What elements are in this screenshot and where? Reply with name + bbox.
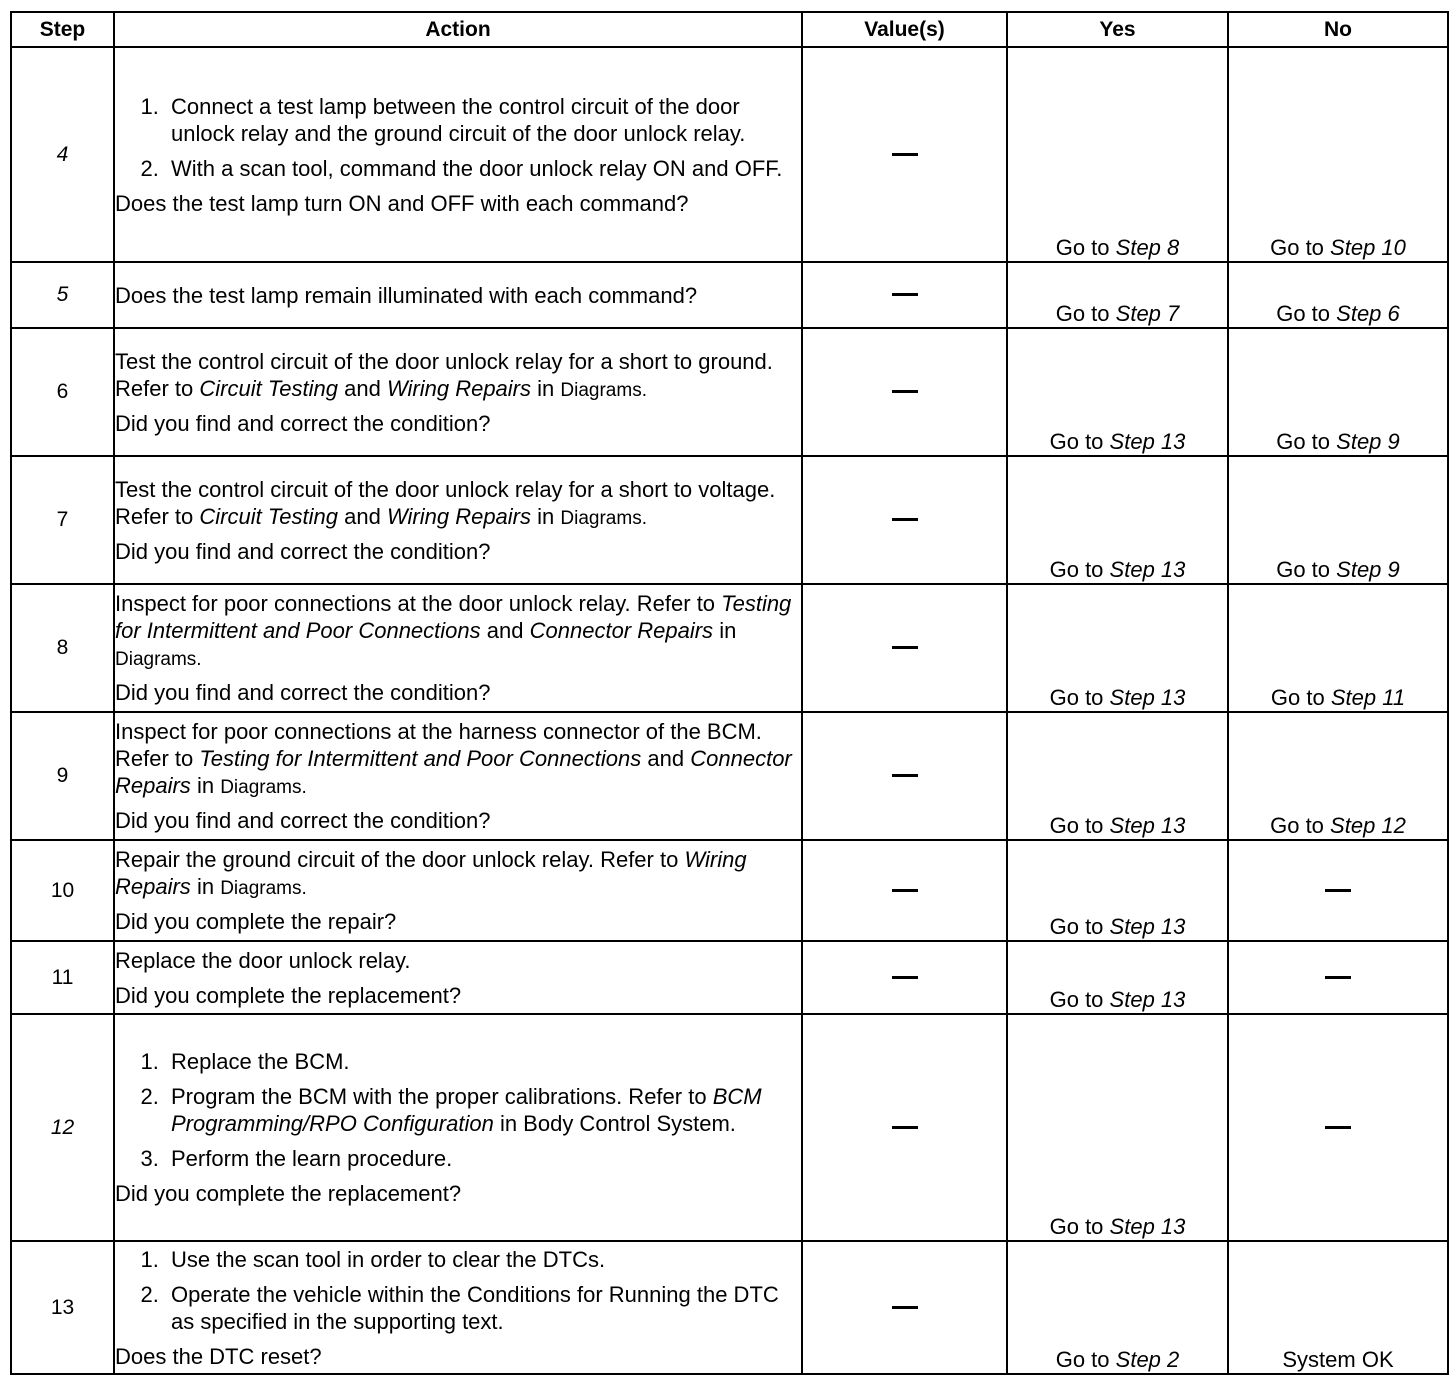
step-number: 10 bbox=[11, 840, 114, 941]
yes-cell bbox=[1007, 840, 1228, 941]
dash-mark bbox=[892, 153, 918, 156]
go-to-label: Go to bbox=[1049, 429, 1104, 454]
ref-connector-repairs: Connector Repairs bbox=[115, 746, 792, 798]
yes-cell bbox=[1007, 1241, 1228, 1374]
go-to-label: Go to bbox=[1270, 813, 1324, 838]
action-list bbox=[115, 93, 801, 182]
diagrams-word: Diagrams. bbox=[220, 777, 307, 798]
value-cell bbox=[802, 584, 1007, 712]
go-to-label: Go to bbox=[1270, 235, 1324, 260]
ref-circuit-testing: Circuit Testing bbox=[199, 503, 338, 529]
no-step-link[interactable]: Step 11 bbox=[1330, 685, 1406, 710]
action-list-item: 1. Replace the BCM. bbox=[165, 1048, 801, 1075]
header-yes: Yes bbox=[1007, 12, 1228, 47]
and-word: and bbox=[344, 375, 381, 401]
step-number: 8 bbox=[11, 584, 114, 712]
no-cell bbox=[1228, 712, 1448, 840]
dash-mark bbox=[892, 1126, 918, 1129]
header-values: Value(s) bbox=[802, 12, 1007, 47]
table-row-step-10 bbox=[11, 840, 1448, 941]
diagrams-word: Diagrams. bbox=[220, 878, 307, 899]
value-cell bbox=[802, 47, 1007, 262]
yes-step-link[interactable]: Step 8 bbox=[1115, 235, 1180, 260]
table-row-step-12 bbox=[11, 1014, 1448, 1241]
no-step-link[interactable]: Step 10 bbox=[1330, 235, 1406, 260]
step-number: 12 bbox=[11, 1014, 114, 1241]
item-text: in Body Control System. bbox=[499, 1111, 736, 1136]
value-cell bbox=[802, 941, 1007, 1014]
action-list bbox=[115, 1246, 801, 1335]
in-word: in bbox=[719, 618, 737, 643]
action-text-a: Repair the ground circuit of the door unlock relay. Refer to bbox=[115, 847, 679, 872]
dash-mark bbox=[1325, 889, 1351, 892]
action-question: Did you complete the replacement? bbox=[115, 982, 462, 1008]
table-row-step-7 bbox=[11, 456, 1448, 584]
dash-mark bbox=[892, 518, 918, 521]
system-ok-text: System OK bbox=[1282, 1347, 1394, 1372]
in-word: in bbox=[196, 874, 215, 899]
dash-mark bbox=[892, 976, 918, 979]
yes-cell bbox=[1007, 262, 1228, 328]
go-to-label: Go to bbox=[1055, 301, 1110, 326]
table-row-step-9 bbox=[11, 712, 1448, 840]
action-question: Did you find and correct the condition? bbox=[115, 680, 491, 705]
action-question: Did you complete the replacement? bbox=[115, 1181, 462, 1206]
action-question: Did you find and correct the condition? bbox=[115, 808, 491, 833]
no-cell bbox=[1228, 328, 1448, 456]
action-question: Did you find and correct the condition? bbox=[115, 538, 491, 564]
action-text bbox=[115, 348, 801, 404]
ref-circuit-testing: Circuit Testing bbox=[199, 375, 338, 401]
yes-cell bbox=[1007, 47, 1228, 262]
ref-intermittent-connections: Testing for Intermittent and Poor Connections bbox=[115, 591, 792, 643]
action-question: Does the DTC reset? bbox=[115, 1343, 322, 1369]
action-cell bbox=[114, 584, 802, 712]
value-cell bbox=[802, 262, 1007, 328]
table-row-step-4 bbox=[11, 47, 1448, 262]
step-number: 6 bbox=[11, 328, 114, 456]
table-row-step-11 bbox=[11, 941, 1448, 1014]
go-to-label: Go to bbox=[1049, 813, 1104, 838]
and-word: and bbox=[647, 746, 685, 771]
action-cell bbox=[114, 941, 802, 1014]
yes-step-link[interactable]: Step 13 bbox=[1109, 813, 1186, 838]
diagrams-word: Diagrams. bbox=[560, 379, 647, 401]
value-cell bbox=[802, 712, 1007, 840]
step-number: 5 bbox=[11, 262, 114, 328]
table-header-row bbox=[11, 12, 1448, 47]
yes-step-link[interactable]: Step 13 bbox=[1109, 685, 1186, 710]
no-cell bbox=[1228, 262, 1448, 328]
dash-mark bbox=[892, 889, 918, 892]
no-cell bbox=[1228, 1241, 1448, 1374]
action-list-item: 3. Perform the learn procedure. bbox=[165, 1145, 801, 1172]
value-cell bbox=[802, 328, 1007, 456]
no-cell bbox=[1228, 584, 1448, 712]
action-list-item: 1. Use the scan tool in order to clear the DTCs. bbox=[165, 1246, 801, 1273]
value-cell bbox=[802, 1014, 1007, 1241]
go-to-label: Go to bbox=[1049, 987, 1104, 1012]
action-list-item: 2. With a scan tool, command the door unlock relay ON and OFF. bbox=[165, 155, 801, 182]
and-word: and bbox=[344, 503, 381, 529]
step-number: 7 bbox=[11, 456, 114, 584]
table-row-step-8 bbox=[11, 584, 1448, 712]
yes-step-link[interactable]: Step 13 bbox=[1109, 1214, 1186, 1239]
header-step: Step bbox=[11, 12, 114, 47]
action-cell bbox=[114, 1241, 802, 1374]
dash-mark bbox=[1325, 976, 1351, 979]
go-to-label: Go to bbox=[1276, 301, 1331, 326]
in-word: in bbox=[537, 375, 555, 401]
action-text bbox=[115, 476, 801, 532]
action-cell bbox=[114, 840, 802, 941]
table-row-step-13 bbox=[11, 1241, 1448, 1374]
no-cell bbox=[1228, 1014, 1448, 1241]
action-list-item: 1. Connect a test lamp between the control circuit of the door unlock relay and the ground circuit of the door unlock relay. bbox=[165, 93, 801, 147]
no-step-link[interactable]: Step 6 bbox=[1336, 301, 1400, 326]
action-cell bbox=[114, 47, 802, 262]
go-to-label: Go to bbox=[1049, 914, 1104, 939]
no-step-link[interactable]: Step 9 bbox=[1336, 429, 1400, 454]
yes-cell bbox=[1007, 328, 1228, 456]
no-cell bbox=[1228, 47, 1448, 262]
diagrams-word: Diagrams. bbox=[115, 649, 202, 670]
step-number: 13 bbox=[11, 1241, 114, 1374]
header-no: No bbox=[1228, 12, 1448, 47]
action-text-a: Test the control circuit of the door unlock relay for a short to ground. Refer to bbox=[115, 348, 773, 401]
action-list-item bbox=[165, 1083, 801, 1137]
step-number: 9 bbox=[11, 712, 114, 840]
ref-connector-repairs: Connector Repairs bbox=[529, 618, 714, 643]
yes-step-link[interactable]: Step 13 bbox=[1109, 557, 1186, 582]
ref-wiring-repairs: Wiring Repairs bbox=[386, 503, 532, 529]
action-text bbox=[115, 718, 801, 801]
yes-cell bbox=[1007, 456, 1228, 584]
and-word: and bbox=[486, 618, 524, 643]
value-cell bbox=[802, 1241, 1007, 1374]
value-cell bbox=[802, 456, 1007, 584]
dash-mark bbox=[892, 1306, 918, 1309]
dash-mark bbox=[892, 774, 918, 777]
ref-bcm-programming: BCM Programming/RPO Configuration bbox=[171, 1084, 762, 1136]
in-word: in bbox=[537, 503, 555, 529]
value-cell bbox=[802, 840, 1007, 941]
yes-cell bbox=[1007, 584, 1228, 712]
no-step-link[interactable]: Step 12 bbox=[1330, 813, 1406, 838]
action-list-item: 2. Operate the vehicle within the Conditions for Running the DTC as specified in the supporting text. bbox=[165, 1281, 801, 1335]
ref-intermittent-connections: Testing for Intermittent and Poor Connections bbox=[199, 746, 642, 771]
go-to-label: Go to bbox=[1276, 557, 1331, 582]
yes-step-link[interactable]: Step 7 bbox=[1115, 301, 1180, 326]
action-question: Does the test lamp turn ON and OFF with each command? bbox=[115, 190, 689, 216]
yes-cell bbox=[1007, 941, 1228, 1014]
item-text: Program the BCM with the proper calibrations. Refer to bbox=[171, 1084, 707, 1109]
no-cell bbox=[1228, 840, 1448, 941]
action-question: Does the test lamp remain illuminated with each command? bbox=[115, 282, 698, 308]
action-cell bbox=[114, 712, 802, 840]
action-cell bbox=[114, 328, 802, 456]
yes-step-link[interactable]: Step 13 bbox=[1109, 987, 1186, 1012]
ref-wiring-repairs: Wiring Repairs bbox=[115, 847, 747, 899]
yes-cell bbox=[1007, 1014, 1228, 1241]
yes-step-link[interactable]: Step 13 bbox=[1109, 914, 1186, 939]
in-word: in bbox=[196, 773, 215, 798]
dash-mark bbox=[892, 390, 918, 393]
go-to-label: Go to bbox=[1270, 685, 1325, 710]
go-to-label: Go to bbox=[1049, 685, 1104, 710]
yes-step-link[interactable]: Step 2 bbox=[1115, 1347, 1180, 1372]
no-cell bbox=[1228, 456, 1448, 584]
go-to-label: Go to bbox=[1049, 1214, 1104, 1239]
ref-wiring-repairs: Wiring Repairs bbox=[386, 375, 532, 401]
no-cell bbox=[1228, 941, 1448, 1014]
dash-mark bbox=[1325, 1126, 1351, 1129]
go-to-label: Go to bbox=[1055, 1347, 1110, 1372]
action-question: Did you find and correct the condition? bbox=[115, 410, 491, 436]
yes-step-link[interactable]: Step 13 bbox=[1109, 429, 1186, 454]
action-text-a: Inspect for poor connections at the harness connector of the BCM. Refer to bbox=[115, 719, 762, 771]
table-row-step-5 bbox=[11, 262, 1448, 328]
step-number: 4 bbox=[11, 47, 114, 262]
action-cell bbox=[114, 456, 802, 584]
go-to-label: Go to bbox=[1276, 429, 1331, 454]
action-text bbox=[115, 846, 801, 902]
diagrams-word: Diagrams. bbox=[560, 507, 647, 529]
go-to-label: Go to bbox=[1055, 235, 1110, 260]
action-list bbox=[115, 1048, 801, 1172]
no-step-link[interactable]: Step 9 bbox=[1336, 557, 1400, 582]
table-row-step-6 bbox=[11, 328, 1448, 456]
go-to-label: Go to bbox=[1049, 557, 1104, 582]
action-text bbox=[115, 590, 801, 673]
action-cell bbox=[114, 262, 802, 328]
action-cell bbox=[114, 1014, 802, 1241]
step-number: 11 bbox=[11, 941, 114, 1014]
dash-mark bbox=[892, 646, 918, 649]
dash-mark bbox=[892, 293, 918, 296]
action-text-a: Test the control circuit of the door unlock relay for a short to voltage. Refer to bbox=[115, 476, 776, 529]
action-text: Replace the door unlock relay. bbox=[115, 947, 411, 973]
action-text-a: Inspect for poor connections at the door unlock relay. Refer to bbox=[115, 591, 716, 616]
diagnostic-table bbox=[10, 11, 1449, 1375]
action-question: Did you complete the repair? bbox=[115, 909, 397, 934]
header-action: Action bbox=[114, 12, 802, 47]
yes-cell bbox=[1007, 712, 1228, 840]
